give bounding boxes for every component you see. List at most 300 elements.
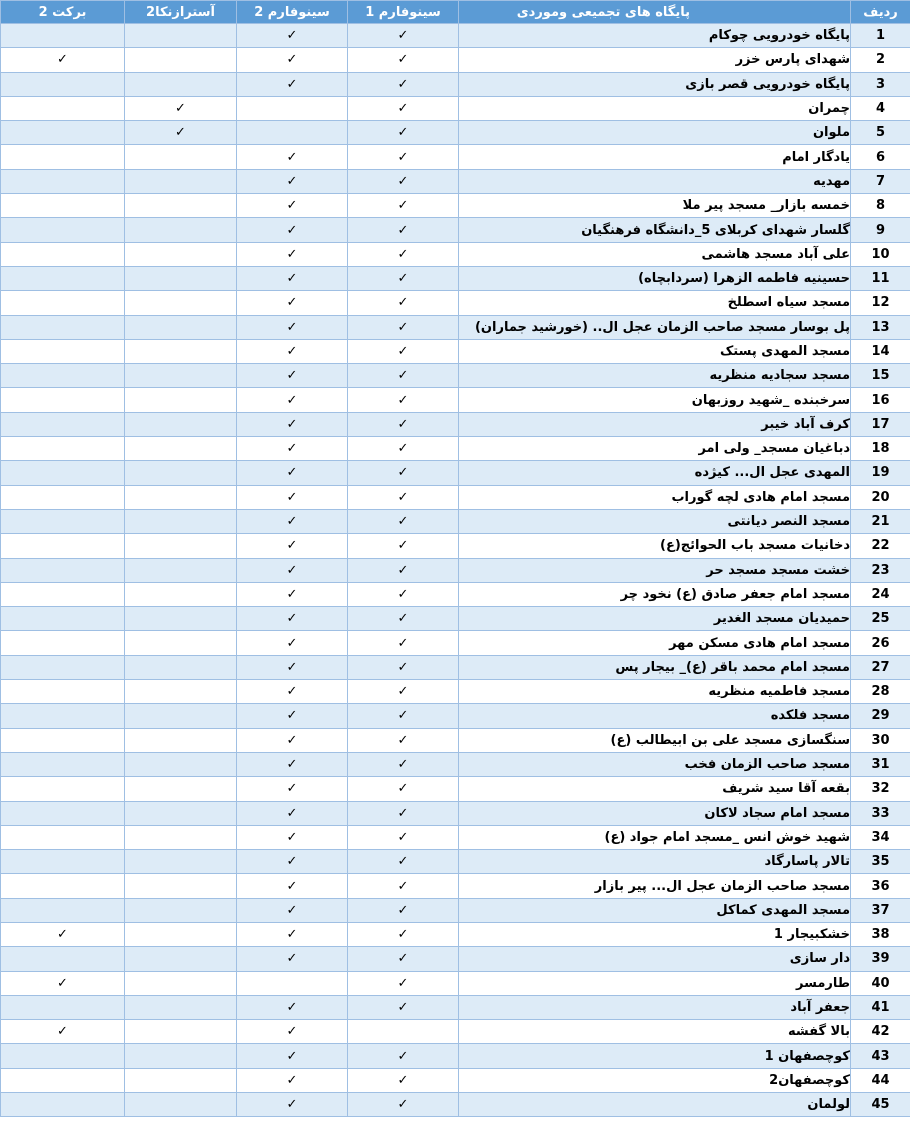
table-row: [1, 145, 910, 169]
sinopharm-2-cell: ✓: [237, 922, 348, 946]
sinopharm-1-cell: ✓: [348, 461, 459, 485]
sinopharm-2-cell: ✓: [237, 315, 348, 339]
astrazeneca-2-cell: [125, 728, 237, 752]
table-row: [1, 509, 910, 533]
row-number: 32: [851, 777, 910, 801]
row-number: 13: [851, 315, 910, 339]
barekat-2-cell: [1, 898, 125, 922]
astrazeneca-2-cell: [125, 1093, 237, 1117]
sinopharm-1-cell: ✓: [348, 339, 459, 363]
table-row: [1, 194, 910, 218]
astrazeneca-2-cell: [125, 315, 237, 339]
row-number: 36: [851, 874, 910, 898]
site-name: دباغیان مسجد_ ولی امر: [459, 437, 851, 461]
row-number: 27: [851, 655, 910, 679]
site-name: المهدی عجل ال... کیژده: [459, 461, 851, 485]
astrazeneca-2-cell: [125, 752, 237, 776]
sinopharm-1-cell: ✓: [348, 1044, 459, 1068]
site-name: مسجد امام جعفر صادق (ع) نخود چر: [459, 582, 851, 606]
site-name: مسجد صاحب الزمان فخب: [459, 752, 851, 776]
row-number: 45: [851, 1093, 910, 1117]
barekat-2-cell: [1, 218, 125, 242]
sinopharm-1-cell: ✓: [348, 558, 459, 582]
table-row: [1, 1093, 910, 1117]
astrazeneca-2-cell: [125, 364, 237, 388]
table-row: [1, 582, 910, 606]
row-number: 28: [851, 680, 910, 704]
astrazeneca-2-cell: [125, 291, 237, 315]
sinopharm-2-cell: ✓: [237, 48, 348, 72]
header-row-number: ردیف: [851, 1, 910, 24]
sinopharm-2-cell: ✓: [237, 169, 348, 193]
barekat-2-cell: [1, 315, 125, 339]
astrazeneca-2-cell: [125, 534, 237, 558]
astrazeneca-2-cell: [125, 947, 237, 971]
row-number: 7: [851, 169, 910, 193]
row-number: 24: [851, 582, 910, 606]
site-name: مسجد امام سجاد لاکان: [459, 801, 851, 825]
table-row: [1, 121, 910, 145]
row-number: 5: [851, 121, 910, 145]
row-number: 43: [851, 1044, 910, 1068]
table-row: [1, 898, 910, 922]
sinopharm-1-cell: ✓: [348, 971, 459, 995]
astrazeneca-2-cell: [125, 24, 237, 48]
sinopharm-2-cell: ✓: [237, 631, 348, 655]
barekat-2-cell: ✓: [1, 1020, 125, 1044]
row-number: 15: [851, 364, 910, 388]
sinopharm-2-cell: ✓: [237, 1068, 348, 1092]
sinopharm-2-cell: ✓: [237, 801, 348, 825]
astrazeneca-2-cell: [125, 194, 237, 218]
sinopharm-2-cell: ✓: [237, 266, 348, 290]
sinopharm-2-cell: [237, 971, 348, 995]
row-number: 29: [851, 704, 910, 728]
sinopharm-1-cell: ✓: [348, 48, 459, 72]
table-row: [1, 922, 910, 946]
sinopharm-1-cell: ✓: [348, 825, 459, 849]
barekat-2-cell: [1, 242, 125, 266]
astrazeneca-2-cell: [125, 655, 237, 679]
sinopharm-1-cell: ✓: [348, 388, 459, 412]
site-name: حسینیه فاطمه الزهرا (سردابچاه): [459, 266, 851, 290]
sinopharm-2-cell: ✓: [237, 72, 348, 96]
sinopharm-2-cell: ✓: [237, 509, 348, 533]
astrazeneca-2-cell: [125, 242, 237, 266]
barekat-2-cell: [1, 825, 125, 849]
astrazeneca-2-cell: [125, 339, 237, 363]
row-number: 41: [851, 995, 910, 1019]
row-number: 42: [851, 1020, 910, 1044]
astrazeneca-2-cell: [125, 582, 237, 606]
barekat-2-cell: [1, 437, 125, 461]
row-number: 4: [851, 96, 910, 120]
barekat-2-cell: [1, 704, 125, 728]
table-row: [1, 388, 910, 412]
barekat-2-cell: [1, 631, 125, 655]
row-number: 39: [851, 947, 910, 971]
table-row: [1, 850, 910, 874]
astrazeneca-2-cell: ✓: [125, 121, 237, 145]
barekat-2-cell: [1, 680, 125, 704]
sinopharm-1-cell: ✓: [348, 534, 459, 558]
sinopharm-1-cell: ✓: [348, 218, 459, 242]
row-number: 37: [851, 898, 910, 922]
site-name: دخانیات مسجد باب الحوائج(ع): [459, 534, 851, 558]
astrazeneca-2-cell: [125, 1068, 237, 1092]
header-astrazeneca-2: آسترازنکا2: [125, 1, 237, 24]
sinopharm-1-cell: ✓: [348, 680, 459, 704]
table-row: [1, 461, 910, 485]
site-name: کوچصفهان2: [459, 1068, 851, 1092]
barekat-2-cell: [1, 534, 125, 558]
barekat-2-cell: [1, 582, 125, 606]
site-name: تالار پاسارگاد: [459, 850, 851, 874]
row-number: 22: [851, 534, 910, 558]
site-name: طارمسر: [459, 971, 851, 995]
sinopharm-1-cell: ✓: [348, 752, 459, 776]
table-row: [1, 631, 910, 655]
barekat-2-cell: [1, 461, 125, 485]
sinopharm-2-cell: ✓: [237, 777, 348, 801]
sinopharm-2-cell: ✓: [237, 825, 348, 849]
sinopharm-1-cell: ✓: [348, 24, 459, 48]
astrazeneca-2-cell: [125, 1044, 237, 1068]
astrazeneca-2-cell: [125, 169, 237, 193]
barekat-2-cell: [1, 121, 125, 145]
table-row: [1, 777, 910, 801]
row-number: 16: [851, 388, 910, 412]
sinopharm-1-cell: ✓: [348, 96, 459, 120]
site-name: دار سازی: [459, 947, 851, 971]
barekat-2-cell: [1, 364, 125, 388]
table-row: [1, 315, 910, 339]
barekat-2-cell: [1, 607, 125, 631]
astrazeneca-2-cell: [125, 48, 237, 72]
astrazeneca-2-cell: [125, 825, 237, 849]
table-row: [1, 995, 910, 1019]
barekat-2-cell: [1, 388, 125, 412]
sinopharm-1-cell: ✓: [348, 72, 459, 96]
barekat-2-cell: [1, 850, 125, 874]
site-name: حمیدیان مسجد الغدیر: [459, 607, 851, 631]
row-number: 40: [851, 971, 910, 995]
barekat-2-cell: [1, 339, 125, 363]
sinopharm-1-cell: ✓: [348, 509, 459, 533]
sinopharm-2-cell: ✓: [237, 339, 348, 363]
astrazeneca-2-cell: [125, 437, 237, 461]
sinopharm-2-cell: ✓: [237, 194, 348, 218]
row-number: 10: [851, 242, 910, 266]
row-number: 18: [851, 437, 910, 461]
row-number: 6: [851, 145, 910, 169]
row-number: 44: [851, 1068, 910, 1092]
barekat-2-cell: [1, 801, 125, 825]
sinopharm-1-cell: ✓: [348, 145, 459, 169]
site-name: مسجد امام محمد باقر (ع)_ بیجار پس: [459, 655, 851, 679]
barekat-2-cell: [1, 72, 125, 96]
astrazeneca-2-cell: ✓: [125, 96, 237, 120]
header-sinopharm-1: سینوفارم 1: [348, 1, 459, 24]
row-number: 11: [851, 266, 910, 290]
sinopharm-2-cell: ✓: [237, 752, 348, 776]
astrazeneca-2-cell: [125, 509, 237, 533]
site-name: مسجد المهدی پستک: [459, 339, 851, 363]
astrazeneca-2-cell: [125, 777, 237, 801]
site-name: پایگاه خودرویی چوکام: [459, 24, 851, 48]
header-row: [1, 1, 910, 24]
table-row: [1, 728, 910, 752]
row-number: 35: [851, 850, 910, 874]
sinopharm-2-cell: ✓: [237, 291, 348, 315]
sinopharm-1-cell: ✓: [348, 631, 459, 655]
sinopharm-2-cell: ✓: [237, 364, 348, 388]
sinopharm-2-cell: ✓: [237, 412, 348, 436]
barekat-2-cell: ✓: [1, 971, 125, 995]
sinopharm-1-cell: ✓: [348, 995, 459, 1019]
barekat-2-cell: [1, 655, 125, 679]
site-name: مسجد المهدی کماکل: [459, 898, 851, 922]
table-header: [1, 1, 910, 24]
astrazeneca-2-cell: [125, 898, 237, 922]
barekat-2-cell: [1, 947, 125, 971]
site-name: گلسار شهدای کربلای 5_دانشگاه فرهنگیان: [459, 218, 851, 242]
table-row: [1, 266, 910, 290]
barekat-2-cell: [1, 145, 125, 169]
sinopharm-2-cell: ✓: [237, 485, 348, 509]
site-name: پایگاه خودرویی قصر بازی: [459, 72, 851, 96]
sinopharm-2-cell: ✓: [237, 655, 348, 679]
barekat-2-cell: [1, 509, 125, 533]
row-number: 30: [851, 728, 910, 752]
sinopharm-2-cell: ✓: [237, 461, 348, 485]
sinopharm-1-cell: ✓: [348, 582, 459, 606]
astrazeneca-2-cell: [125, 388, 237, 412]
site-name: شهدای پارس خزر: [459, 48, 851, 72]
row-number: 3: [851, 72, 910, 96]
table-row: [1, 704, 910, 728]
site-name: سرخبنده _شهید روزبهان: [459, 388, 851, 412]
table-row: [1, 485, 910, 509]
table-row: [1, 169, 910, 193]
table-row: [1, 339, 910, 363]
site-name: جعفر آباد: [459, 995, 851, 1019]
sinopharm-2-cell: [237, 96, 348, 120]
site-name: ملوان: [459, 121, 851, 145]
row-number: 14: [851, 339, 910, 363]
sinopharm-2-cell: ✓: [237, 947, 348, 971]
site-name: لولمان: [459, 1093, 851, 1117]
sinopharm-1-cell: ✓: [348, 121, 459, 145]
barekat-2-cell: [1, 728, 125, 752]
barekat-2-cell: [1, 1068, 125, 1092]
sinopharm-2-cell: ✓: [237, 728, 348, 752]
table-row: [1, 1020, 910, 1044]
sinopharm-1-cell: ✓: [348, 291, 459, 315]
sinopharm-1-cell: [348, 1020, 459, 1044]
astrazeneca-2-cell: [125, 874, 237, 898]
site-name: مسجد صاحب الزمان عجل ال... پیر بازار: [459, 874, 851, 898]
table-row: [1, 534, 910, 558]
row-number: 17: [851, 412, 910, 436]
sinopharm-2-cell: ✓: [237, 874, 348, 898]
sinopharm-1-cell: ✓: [348, 777, 459, 801]
sinopharm-1-cell: ✓: [348, 850, 459, 874]
row-number: 1: [851, 24, 910, 48]
sinopharm-2-cell: ✓: [237, 850, 348, 874]
table-row: [1, 825, 910, 849]
sinopharm-2-cell: ✓: [237, 607, 348, 631]
site-name: خشت مسجد مسجد حر: [459, 558, 851, 582]
row-number: 2: [851, 48, 910, 72]
sinopharm-2-cell: ✓: [237, 995, 348, 1019]
sinopharm-2-cell: [237, 121, 348, 145]
astrazeneca-2-cell: [125, 607, 237, 631]
site-name: مسجد النصر دیانتی: [459, 509, 851, 533]
sinopharm-1-cell: ✓: [348, 169, 459, 193]
row-number: 33: [851, 801, 910, 825]
barekat-2-cell: [1, 291, 125, 315]
row-number: 8: [851, 194, 910, 218]
row-number: 38: [851, 922, 910, 946]
sinopharm-2-cell: ✓: [237, 218, 348, 242]
sinopharm-2-cell: ✓: [237, 1093, 348, 1117]
barekat-2-cell: [1, 752, 125, 776]
barekat-2-cell: [1, 995, 125, 1019]
barekat-2-cell: [1, 777, 125, 801]
astrazeneca-2-cell: [125, 558, 237, 582]
astrazeneca-2-cell: [125, 485, 237, 509]
site-name: یادگار امام: [459, 145, 851, 169]
astrazeneca-2-cell: [125, 995, 237, 1019]
sinopharm-1-cell: ✓: [348, 922, 459, 946]
astrazeneca-2-cell: [125, 631, 237, 655]
sinopharm-1-cell: ✓: [348, 266, 459, 290]
sinopharm-2-cell: ✓: [237, 24, 348, 48]
sinopharm-2-cell: ✓: [237, 437, 348, 461]
table-row: [1, 607, 910, 631]
table-row: [1, 947, 910, 971]
table-row: [1, 874, 910, 898]
sinopharm-2-cell: ✓: [237, 898, 348, 922]
site-name: خشکبیجار 1: [459, 922, 851, 946]
site-name: مسجد امام هادی مسکن مهر: [459, 631, 851, 655]
row-number: 21: [851, 509, 910, 533]
sinopharm-1-cell: ✓: [348, 364, 459, 388]
barekat-2-cell: [1, 1093, 125, 1117]
sinopharm-2-cell: ✓: [237, 145, 348, 169]
sinopharm-2-cell: ✓: [237, 1020, 348, 1044]
site-name: کوچصفهان 1: [459, 1044, 851, 1068]
sinopharm-1-cell: ✓: [348, 898, 459, 922]
barekat-2-cell: ✓: [1, 48, 125, 72]
sinopharm-2-cell: ✓: [237, 558, 348, 582]
barekat-2-cell: [1, 24, 125, 48]
table-row: [1, 291, 910, 315]
astrazeneca-2-cell: [125, 461, 237, 485]
table-row: [1, 48, 910, 72]
astrazeneca-2-cell: [125, 266, 237, 290]
row-number: 31: [851, 752, 910, 776]
astrazeneca-2-cell: [125, 412, 237, 436]
site-name: پل بوسار مسجد صاحب الزمان عجل ال.. (خورشید جماران): [459, 315, 851, 339]
barekat-2-cell: [1, 266, 125, 290]
sinopharm-2-cell: ✓: [237, 1044, 348, 1068]
site-name: مسجد سجادیه منظریه: [459, 364, 851, 388]
site-name: سنگسازی مسجد علی بن ابیطالب (ع): [459, 728, 851, 752]
sinopharm-2-cell: ✓: [237, 242, 348, 266]
sinopharm-1-cell: ✓: [348, 728, 459, 752]
astrazeneca-2-cell: [125, 704, 237, 728]
sinopharm-1-cell: ✓: [348, 655, 459, 679]
astrazeneca-2-cell: [125, 922, 237, 946]
sinopharm-2-cell: ✓: [237, 680, 348, 704]
header-barekat-2: برکت 2: [1, 1, 125, 24]
astrazeneca-2-cell: [125, 218, 237, 242]
sinopharm-1-cell: ✓: [348, 801, 459, 825]
barekat-2-cell: [1, 1044, 125, 1068]
table-row: [1, 801, 910, 825]
sinopharm-2-cell: ✓: [237, 388, 348, 412]
table-row: [1, 1068, 910, 1092]
site-name: مسجد فلکده: [459, 704, 851, 728]
row-number: 9: [851, 218, 910, 242]
barekat-2-cell: [1, 194, 125, 218]
site-name: شهید خوش انس _مسجد امام جواد (ع): [459, 825, 851, 849]
table-row: [1, 437, 910, 461]
sinopharm-2-cell: ✓: [237, 534, 348, 558]
site-name: خمسه بازار_ مسجد پیر ملا: [459, 194, 851, 218]
table-row: [1, 24, 910, 48]
site-name: مسجد امام هادی لچه گوراب: [459, 485, 851, 509]
site-name: مهدیه: [459, 169, 851, 193]
sinopharm-1-cell: ✓: [348, 485, 459, 509]
header-site-name: پایگاه های تجمیعی وموردی: [459, 1, 851, 24]
sinopharm-1-cell: ✓: [348, 1068, 459, 1092]
sinopharm-1-cell: ✓: [348, 947, 459, 971]
astrazeneca-2-cell: [125, 971, 237, 995]
barekat-2-cell: [1, 558, 125, 582]
astrazeneca-2-cell: [125, 801, 237, 825]
row-number: 34: [851, 825, 910, 849]
astrazeneca-2-cell: [125, 680, 237, 704]
row-number: 26: [851, 631, 910, 655]
table-row: [1, 680, 910, 704]
barekat-2-cell: [1, 412, 125, 436]
table-row: [1, 218, 910, 242]
table-row: [1, 242, 910, 266]
site-name: مسجد فاطمیه منظریه: [459, 680, 851, 704]
sinopharm-1-cell: ✓: [348, 315, 459, 339]
row-number: 23: [851, 558, 910, 582]
table-row: [1, 72, 910, 96]
table-row: [1, 1044, 910, 1068]
sinopharm-1-cell: ✓: [348, 194, 459, 218]
sinopharm-1-cell: ✓: [348, 412, 459, 436]
table-row: [1, 971, 910, 995]
sinopharm-2-cell: ✓: [237, 582, 348, 606]
header-sinopharm-2: سینوفارم 2: [237, 1, 348, 24]
sinopharm-1-cell: ✓: [348, 607, 459, 631]
sinopharm-1-cell: ✓: [348, 242, 459, 266]
barekat-2-cell: [1, 485, 125, 509]
table-row: [1, 96, 910, 120]
site-name: علی آباد مسجد هاشمی: [459, 242, 851, 266]
table-body: [1, 24, 910, 1117]
table-row: [1, 752, 910, 776]
row-number: 19: [851, 461, 910, 485]
sinopharm-2-cell: ✓: [237, 704, 348, 728]
